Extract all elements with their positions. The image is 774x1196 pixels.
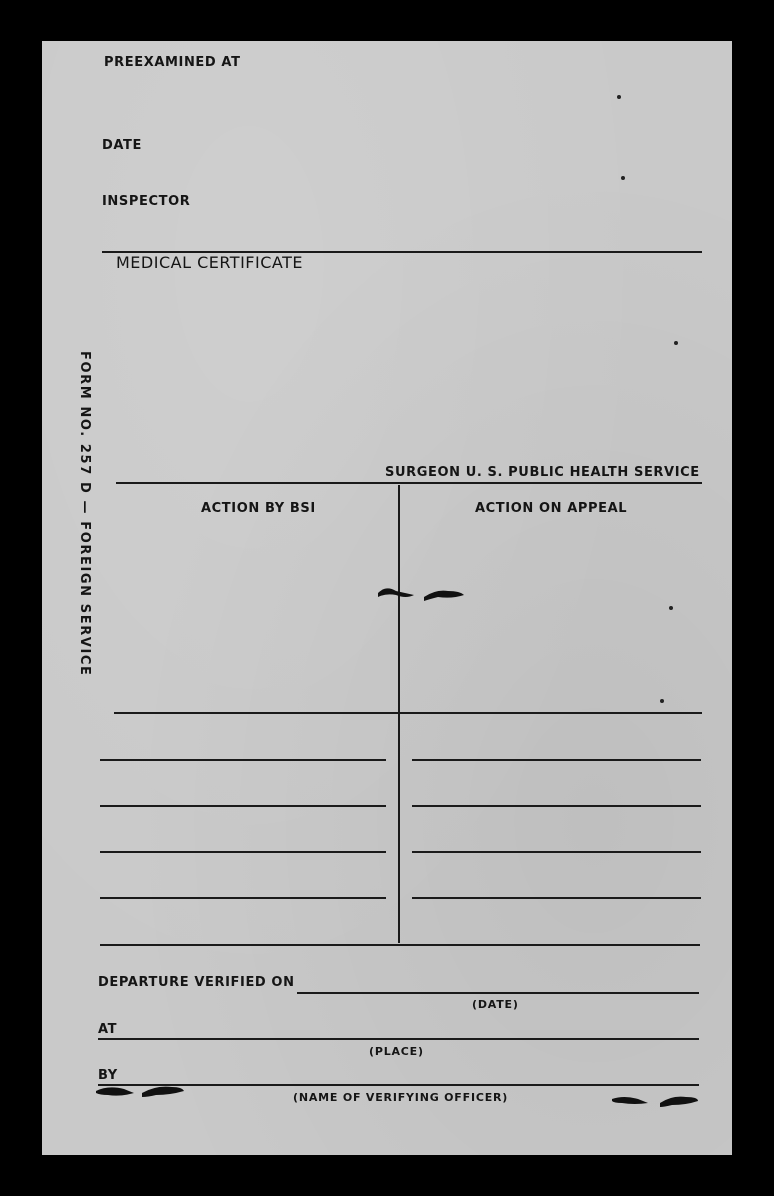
- action-by-bsi-heading: ACTION BY BSI: [201, 501, 316, 516]
- place-line: [98, 1038, 699, 1040]
- bsi-line-4: [100, 897, 386, 899]
- departure-verified-label: DEPARTURE VERIFIED ON: [98, 975, 295, 990]
- action-on-appeal-heading: ACTION ON APPEAL: [475, 501, 628, 516]
- binder-clip-mark-center: [376, 583, 466, 605]
- by-label: BY: [98, 1068, 118, 1083]
- column-divider: [398, 485, 400, 943]
- inspector-label: INSPECTOR: [102, 194, 191, 209]
- speck: [621, 176, 625, 180]
- speck: [660, 699, 664, 703]
- speck: [674, 341, 678, 345]
- speck: [669, 606, 673, 610]
- departure-date-line: [297, 992, 699, 994]
- date-label: DATE: [102, 138, 142, 153]
- bsi-line-3: [100, 851, 386, 853]
- form-number-label: FORM NO. 257 D — FOREIGN SERVICE: [77, 351, 92, 677]
- place-caption: (PLACE): [369, 1045, 424, 1058]
- at-label: AT: [98, 1022, 118, 1037]
- medical-certificate-card: [42, 41, 732, 1155]
- preexamined-at-label: PREEXAMINED AT: [104, 55, 241, 70]
- page-title: MEDICAL CERTIFICATE: [116, 253, 303, 272]
- bsi-line-2: [100, 805, 386, 807]
- action-top-line: [114, 712, 702, 714]
- action-bottom-line: [100, 944, 700, 946]
- appeal-line-2: [412, 805, 701, 807]
- speck: [617, 95, 621, 99]
- surgeon-line: [116, 482, 702, 484]
- appeal-line-1: [412, 759, 701, 761]
- appeal-line-4: [412, 897, 701, 899]
- officer-caption: (NAME OF VERIFYING OFFICER): [293, 1091, 509, 1104]
- binder-clip-mark-right: [610, 1091, 702, 1111]
- officer-line: [98, 1084, 699, 1086]
- bsi-line-1: [100, 759, 386, 761]
- surgeon-label: SURGEON U. S. PUBLIC HEALTH SERVICE: [385, 465, 700, 480]
- binder-clip-mark-left: [94, 1081, 186, 1101]
- appeal-line-3: [412, 851, 701, 853]
- date-caption: (DATE): [472, 998, 519, 1011]
